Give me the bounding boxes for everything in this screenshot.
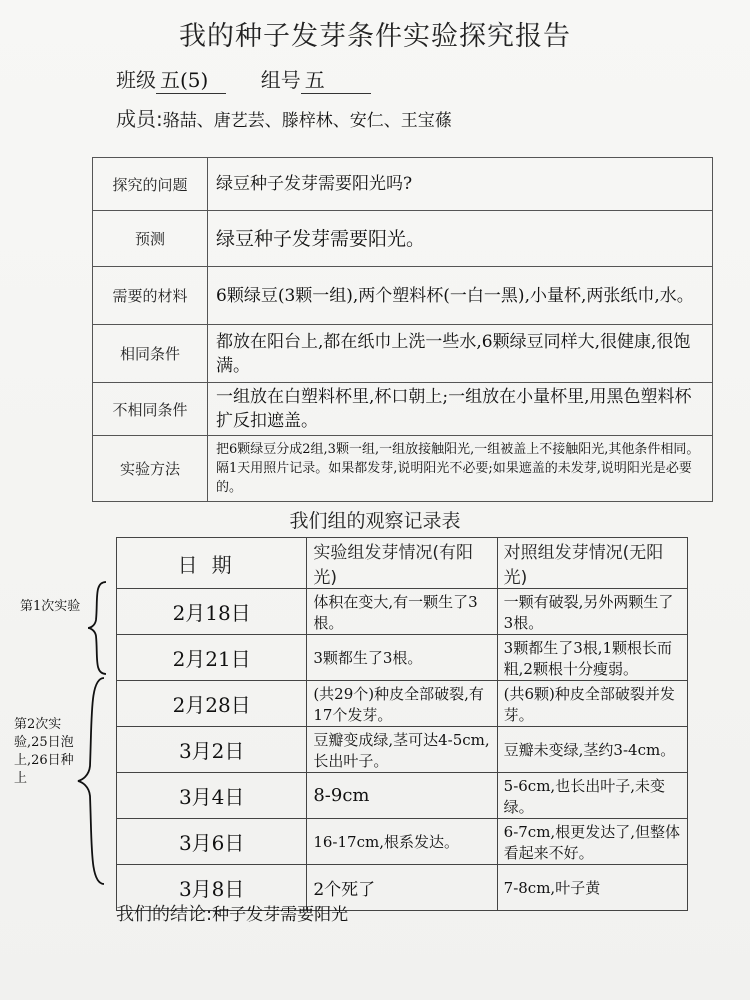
table-row (117, 773, 688, 819)
inquiry-value: 一组放在白塑料杯里,杯口朝上;一组放在小量杯里,用黑色塑料杯扩反扣遮盖。 (208, 383, 713, 436)
row-experiment: 豆瓣变成绿,茎可达4-5cm,长出叶子。 (307, 727, 497, 773)
inquiry-label: 相同条件 (93, 325, 208, 383)
row-control: 6-7cm,根更发达了,但整体看起来不好。 (497, 819, 687, 865)
members-row (116, 103, 452, 132)
inquiry-label: 需要的材料 (93, 267, 208, 325)
inquiry-label: 不相同条件 (93, 383, 208, 436)
table-row (117, 819, 688, 865)
row-date: 2月28日 (117, 681, 307, 727)
header-experiment: 实验组发芽情况(有阳光) (307, 538, 497, 589)
inquiry-value: 6颗绿豆(3颗一组),两个塑料杯(一白一黑),小量杯,两张纸巾,水。 (208, 267, 713, 325)
row-control: 7-8cm,叶子黄 (497, 865, 687, 911)
inquiry-value: 绿豆种子发芽需要阳光吗? (208, 158, 713, 211)
header-control: 对照组发芽情况(无阳光) (497, 538, 687, 589)
row-experiment: 体积在变大,有一颗生了3根。 (307, 589, 497, 635)
observation-table (116, 537, 688, 911)
table-row (117, 589, 688, 635)
row-date: 3月6日 (117, 819, 307, 865)
row-date: 2月18日 (117, 589, 307, 635)
observation-title: 我们组的观察记录表 (289, 510, 461, 532)
inquiry-row (93, 383, 713, 436)
brace-second-experiment (76, 676, 108, 886)
row-experiment: 3颗都生了3根。 (307, 635, 497, 681)
side-note-second-experiment: 第2次实验,25日泡上,26日种上 (14, 717, 74, 786)
row-date: 3月2日 (117, 727, 307, 773)
group-value: 五 (301, 64, 371, 94)
inquiry-table (92, 157, 713, 502)
row-experiment: 8-9cm (307, 773, 497, 819)
inquiry-label: 探究的问题 (93, 158, 208, 211)
row-experiment: (共29个)种皮全部破裂,有17个发芽。 (307, 681, 497, 727)
inquiry-row (93, 436, 713, 502)
inquiry-label: 实验方法 (93, 436, 208, 502)
inquiry-label: 预测 (93, 211, 208, 267)
table-row (117, 635, 688, 681)
row-experiment: 16-17cm,根系发达。 (307, 819, 497, 865)
class-value: 五(5) (156, 64, 226, 94)
row-date: 3月4日 (117, 773, 307, 819)
brace-first-experiment (86, 580, 110, 676)
conclusion-row (116, 900, 348, 926)
members-label: 成员: (116, 107, 163, 131)
row-experiment: 2个死了 (307, 865, 497, 911)
group-label: 组号 (260, 68, 301, 92)
inquiry-row (93, 158, 713, 211)
inquiry-value: 把6颗绿豆分成2组,3颗一组,一组放接触阳光,一组被盖上不接触阳光,其他条件相同。隔1天用照片记录。如果都发芽,说明阳光不必要;如果遮盖的未发芽,说明阳光是必要的。 (208, 436, 713, 502)
inquiry-row (93, 211, 713, 267)
row-control: 5-6cm,也长出叶子,未变绿。 (497, 773, 687, 819)
class-row (116, 64, 371, 94)
header-date: 日期 (117, 538, 307, 589)
inquiry-row (93, 325, 713, 383)
side-note-first-experiment: 第1次实验 (20, 599, 81, 614)
page-title: 我的种子发芽条件实验探究报告 (179, 21, 571, 52)
members-value: 骆喆、唐艺芸、滕梓林、安仁、王宝蓧 (162, 111, 452, 131)
row-control: 3颗都生了3根,1颗根长而粗,2颗根十分瘦弱。 (497, 635, 687, 681)
row-control: 一颗有破裂,另外两颗生了3根。 (497, 589, 687, 635)
row-date: 2月21日 (117, 635, 307, 681)
class-label: 班级 (116, 68, 156, 92)
row-control: 豆瓣未变绿,茎约3-4cm。 (497, 727, 687, 773)
conclusion-value: 种子发芽需要阳光 (212, 905, 349, 925)
table-row (117, 681, 688, 727)
conclusion-label: 我们的结论: (116, 904, 213, 925)
observation-header-row (117, 538, 688, 589)
inquiry-value: 都放在阳台上,都在纸巾上洗一些水,6颗绿豆同样大,很健康,很饱满。 (208, 325, 713, 383)
row-date: 3月8日 (117, 865, 307, 911)
inquiry-value: 绿豆种子发芽需要阳光。 (208, 211, 713, 267)
inquiry-row (93, 267, 713, 325)
row-control: (共6颗)种皮全部破裂并发芽。 (497, 681, 687, 727)
table-row (117, 727, 688, 773)
